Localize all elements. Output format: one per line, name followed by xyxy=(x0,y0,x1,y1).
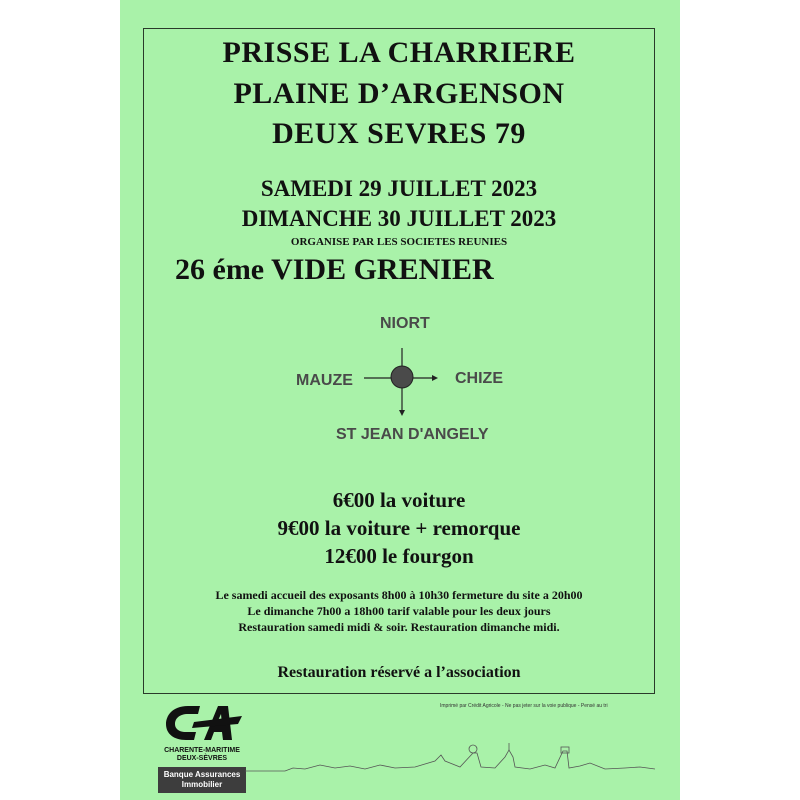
info-line-2: Le dimanche 7h00 a 18h00 tarif valable pour les deux jours xyxy=(247,604,551,618)
date-saturday: SAMEDI 29 JUILLET 2023 xyxy=(260,176,538,201)
credit-agricole-logo xyxy=(158,700,248,795)
map-label-east: CHIZE xyxy=(455,370,503,387)
logo-tagline-line-1: Banque Assurances xyxy=(163,770,241,779)
title-line-1: PRISSE LA CHARRIERE xyxy=(222,36,576,69)
printer-note: Imprimé par Crédit Agricole - Ne pas jeter sur la voie publique - Pensé au tri xyxy=(440,703,608,709)
title-line-2: PLAINE D’ARGENSON xyxy=(233,77,565,110)
logo-tagline-badge xyxy=(158,767,246,793)
east-arrow-icon xyxy=(432,375,438,381)
village-skyline-illustration xyxy=(245,735,655,775)
logo-tagline-line-2: Immobilier xyxy=(181,780,223,789)
price-car: 6€00 la voiture xyxy=(332,488,466,512)
info-line-1: Le samedi accueil des exposants 8h00 à 10h30 fermeture du site a 20h00 xyxy=(215,588,583,602)
map-label-south: ST JEAN D'ANGELY xyxy=(336,426,489,443)
event-name: 26 éme VIDE GRENIER xyxy=(175,253,494,286)
map-label-north: NIORT xyxy=(380,315,430,332)
info-line-3: Restauration samedi midi & soir. Restauration dimanche midi. xyxy=(238,620,560,634)
logo-region-line-2: DEUX-SÈVRES xyxy=(176,755,228,762)
logo-region-line-1: CHARENTE-MARITIME xyxy=(164,747,240,754)
location-dot-icon xyxy=(391,366,413,388)
direction-map-diagram xyxy=(350,340,450,420)
date-sunday: DIMANCHE 30 JUILLET 2023 xyxy=(241,206,557,231)
organizer-line: ORGANISE PAR LES SOCIETES REUNIES xyxy=(290,236,508,248)
title-line-3: DEUX SEVRES 79 xyxy=(272,117,526,150)
restauration-note: Restauration réservé a l’association xyxy=(277,664,521,681)
price-van: 12€00 le fourgon xyxy=(324,544,474,568)
map-label-west: MAUZE xyxy=(296,372,353,389)
logo-region xyxy=(158,747,246,763)
price-car-trailer: 9€00 la voiture + remorque xyxy=(277,516,521,540)
bank-logo-icon xyxy=(158,700,248,746)
south-arrow-icon xyxy=(399,410,405,416)
